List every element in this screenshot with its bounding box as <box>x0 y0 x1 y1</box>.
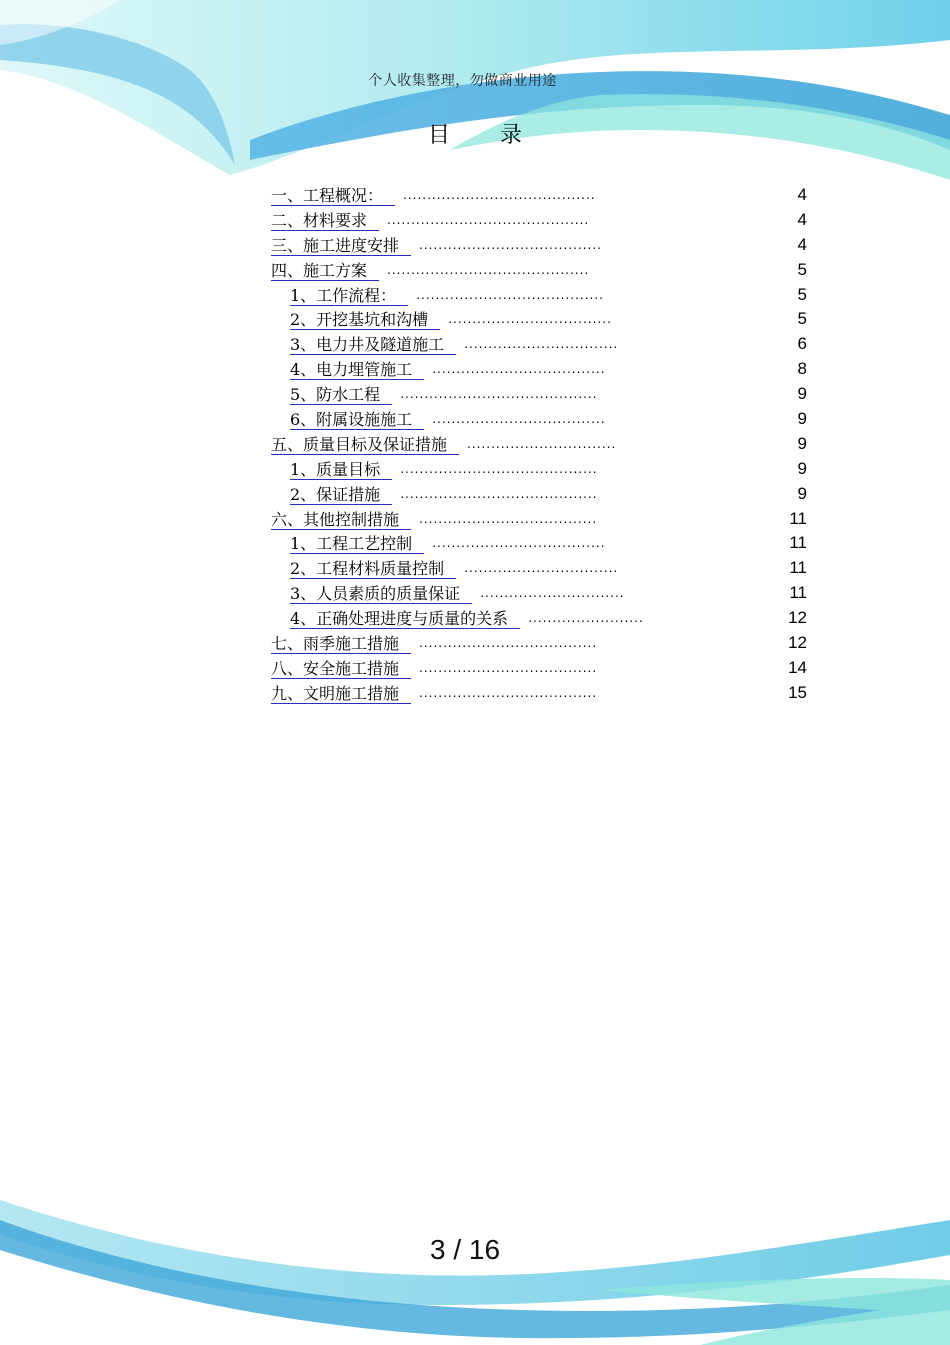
toc-row <box>0 407 950 432</box>
toc-page-number: 6 <box>797 334 807 354</box>
toc-page-number: 15 <box>788 682 807 702</box>
toc-leader: .................................... <box>432 536 606 551</box>
toc-link[interactable]: 三、施工进度安排 <box>271 236 411 256</box>
toc-page-number: 11 <box>789 533 807 553</box>
toc-link[interactable]: 6、附属设施施工 <box>290 410 424 430</box>
toc-leader: ..................................... <box>419 685 598 700</box>
toc-link[interactable]: 5、防水工程 <box>290 385 392 405</box>
toc-row <box>0 681 950 706</box>
toc-link[interactable]: 二、材料要求 <box>271 211 379 231</box>
toc-link[interactable]: 4、正确处理进度与质量的关系 <box>290 609 520 629</box>
toc-leader: ...................................... <box>419 237 602 252</box>
toc-page-number: 11 <box>789 583 807 603</box>
toc-row <box>0 531 950 556</box>
toc-leader: ................................ <box>464 337 619 352</box>
toc-title-right: 录 <box>500 123 523 148</box>
toc-leader: ..................................... <box>419 511 598 526</box>
toc-page-number: 5 <box>797 309 807 329</box>
toc-leader: ........................ <box>528 611 644 626</box>
toc-leader: ................................ <box>464 561 619 576</box>
toc-page-number: 5 <box>797 284 807 304</box>
toc-row <box>0 307 950 332</box>
toc-link[interactable]: 3、人员素质的质量保证 <box>290 584 472 604</box>
toc-row <box>0 556 950 581</box>
toc-page-number: 4 <box>797 185 807 204</box>
toc-link[interactable]: 八、安全施工措施 <box>271 659 411 679</box>
toc-page-number: 12 <box>788 608 807 628</box>
toc-page-number: 11 <box>789 558 807 578</box>
toc-page-number: 9 <box>797 458 807 478</box>
toc-link[interactable]: 1、工作流程： <box>290 286 408 306</box>
toc-leader: .................................... <box>432 412 606 427</box>
toc-link[interactable]: 3、电力井及隧道施工 <box>290 335 456 355</box>
toc-page-number: 12 <box>788 633 807 653</box>
toc-leader: .......................................... <box>387 212 590 227</box>
toc-row <box>0 283 950 308</box>
toc-leader: ..................................... <box>419 660 598 675</box>
toc-link[interactable]: 五、质量目标及保证措施 <box>271 435 459 455</box>
toc-row <box>0 382 950 407</box>
toc-leader: ............................... <box>467 436 617 451</box>
toc-page-number: 4 <box>797 234 807 254</box>
toc-row <box>0 656 950 681</box>
toc-page-number: 4 <box>797 209 807 229</box>
toc-leader: .................................... <box>432 362 606 377</box>
toc-page-number: 14 <box>788 657 807 677</box>
toc-page-number: 5 <box>797 259 807 279</box>
toc-leader: ........................................ <box>403 188 596 202</box>
page-number: 3 / 16 <box>429 1234 501 1265</box>
toc-link[interactable]: 一、工程概况： <box>271 186 395 206</box>
toc-page-number: 9 <box>797 384 807 404</box>
watermark-text: 个人收集整理，勿做商业用途 <box>368 73 557 89</box>
toc-link[interactable]: 九、文明施工措施 <box>271 684 411 704</box>
toc-title <box>0 118 950 149</box>
toc-leader: ....................................... <box>416 287 604 302</box>
toc-row <box>0 258 950 283</box>
toc-row <box>0 208 950 233</box>
toc-row <box>0 233 950 258</box>
toc-link[interactable]: 2、工程材料质量控制 <box>290 559 456 579</box>
toc-link[interactable]: 六、其他控制措施 <box>271 510 411 530</box>
toc-leader: ......................................... <box>400 486 598 501</box>
toc-link[interactable]: 七、雨季施工措施 <box>271 634 411 654</box>
toc-row <box>0 432 950 457</box>
toc-page-number: 11 <box>789 508 807 528</box>
toc-link[interactable]: 4、电力埋管施工 <box>290 360 424 380</box>
toc-page-number: 9 <box>797 483 807 503</box>
toc-row <box>0 482 950 507</box>
toc-row <box>0 183 950 208</box>
table-of-contents <box>0 183 950 706</box>
toc-page-number: 9 <box>797 433 807 453</box>
toc-leader: ......................................... <box>400 387 598 402</box>
toc-leader: .......................................... <box>387 262 590 277</box>
toc-row <box>0 507 950 532</box>
toc-page-number: 8 <box>797 359 807 379</box>
top-wave-decoration <box>0 0 950 200</box>
toc-link[interactable]: 2、开挖基坑和沟槽 <box>290 310 440 330</box>
toc-row <box>0 457 950 482</box>
toc-row <box>0 332 950 357</box>
toc-link[interactable]: 1、质量目标 <box>290 460 392 480</box>
toc-link[interactable]: 1、工程工艺控制 <box>290 534 424 554</box>
toc-row <box>0 357 950 382</box>
toc-leader: .............................. <box>480 586 625 601</box>
toc-link[interactable]: 四、施工方案 <box>271 261 379 281</box>
toc-row <box>0 606 950 631</box>
toc-page-number: 9 <box>797 409 807 429</box>
toc-leader: .................................. <box>448 312 612 327</box>
toc-link[interactable]: 2、保证措施 <box>290 485 392 505</box>
toc-leader: ..................................... <box>419 636 598 651</box>
toc-title-left: 目 <box>427 123 450 148</box>
toc-leader: ......................................... <box>400 461 598 476</box>
toc-row <box>0 581 950 606</box>
toc-row <box>0 631 950 656</box>
